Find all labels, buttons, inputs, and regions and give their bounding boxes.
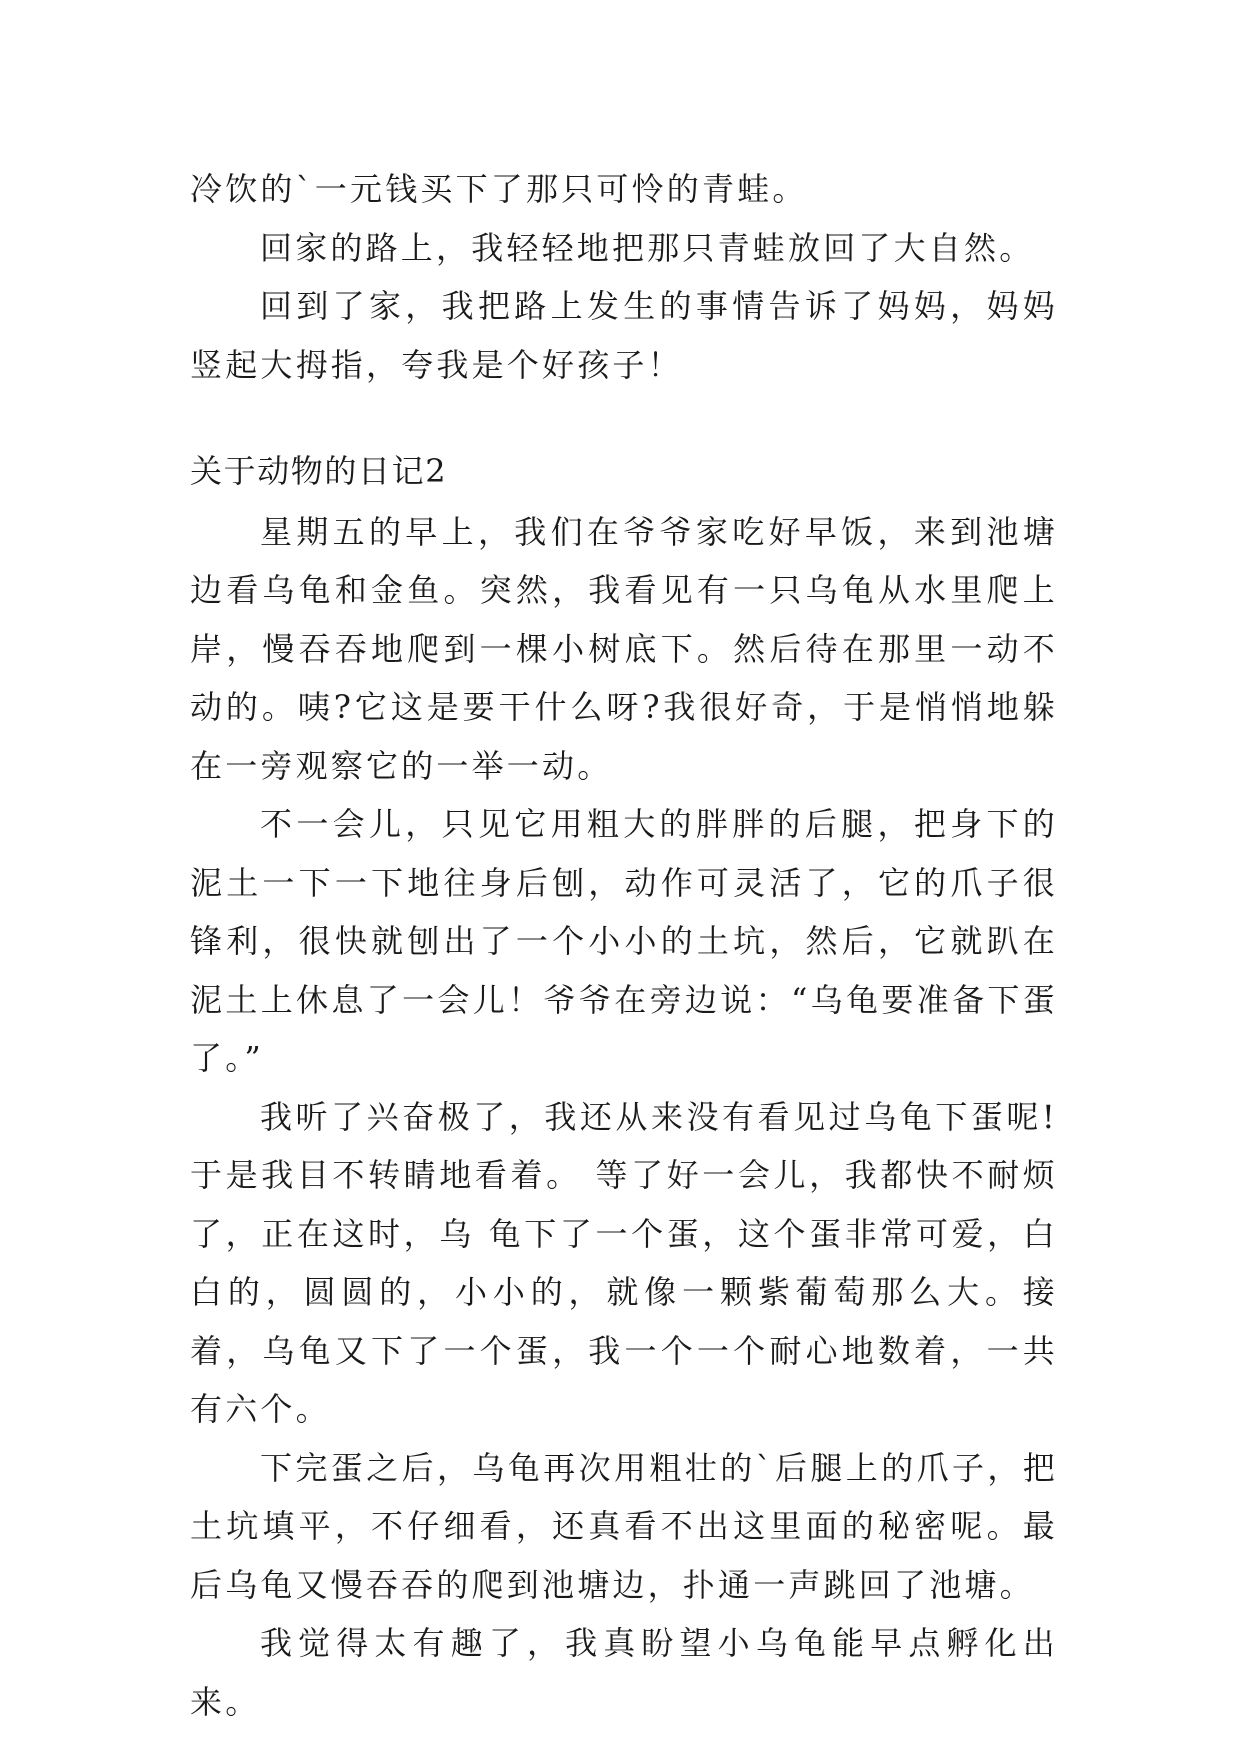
paragraph: 星期五的早上，我们在爷爷家吃好早饭，来到池塘边看乌龟和金鱼。突然，我看见有一只乌龟从水里爬上岸，慢吞吞地爬到一棵小树底下。然后待在那里一动不动的。咦?它这是要干什么呀?我很好奇，于是悄悄地躲在一旁观察它的一举一动。 xyxy=(190,512,1058,785)
paragraph: 我觉得太有趣了，我真盼望小乌龟能早点孵化出来。 xyxy=(190,1624,1058,1721)
paragraph: 回到了家，我把路上发生的事情告诉了妈妈，妈妈竖起大拇指，夸我是个好孩子！ xyxy=(190,287,1058,384)
paragraph: 不一会儿，只见它用粗大的胖胖的后腿，把身下的泥土一下一下地往身后刨，动作可灵活了，它的爪子很锋利，很快就刨出了一个小小的土坑，然后，它就趴在泥土上休息了一会儿！爷爷在旁边说：“乌龟要准备下蛋了。” xyxy=(190,805,1058,1077)
paragraph: 我听了兴奋极了，我还从来没有看见过乌龟下蛋呢!于是我目不转睛地看着。 等了好一会儿，我都快不耐烦了，正在这时，乌 龟下了一个蛋，这个蛋非常可爱，白白的，圆圆的，小小的，就像一颗紫葡萄那么大。接着，乌龟又下了一个蛋，我一个一个耐心地数着，一共有六个。 xyxy=(190,1097,1058,1428)
paragraph: 回家的路上，我轻轻地把那只青蛙放回了大自然。 xyxy=(260,228,1035,267)
paragraph: 下完蛋之后，乌龟再次用粗壮的`后腿上的爪子，把土坑填平，不仔细看，还真看不出这里面的秘密呢。最后乌龟又慢吞吞的爬到池塘边，扑通一声跳回了池塘。 xyxy=(190,1448,1058,1604)
paragraph-continuation: 冷饮的`一元钱买下了那只可怜的青蛙。 xyxy=(190,170,808,208)
section-heading: 关于动物的日记2 xyxy=(190,452,448,490)
document-body xyxy=(190,160,1058,1731)
